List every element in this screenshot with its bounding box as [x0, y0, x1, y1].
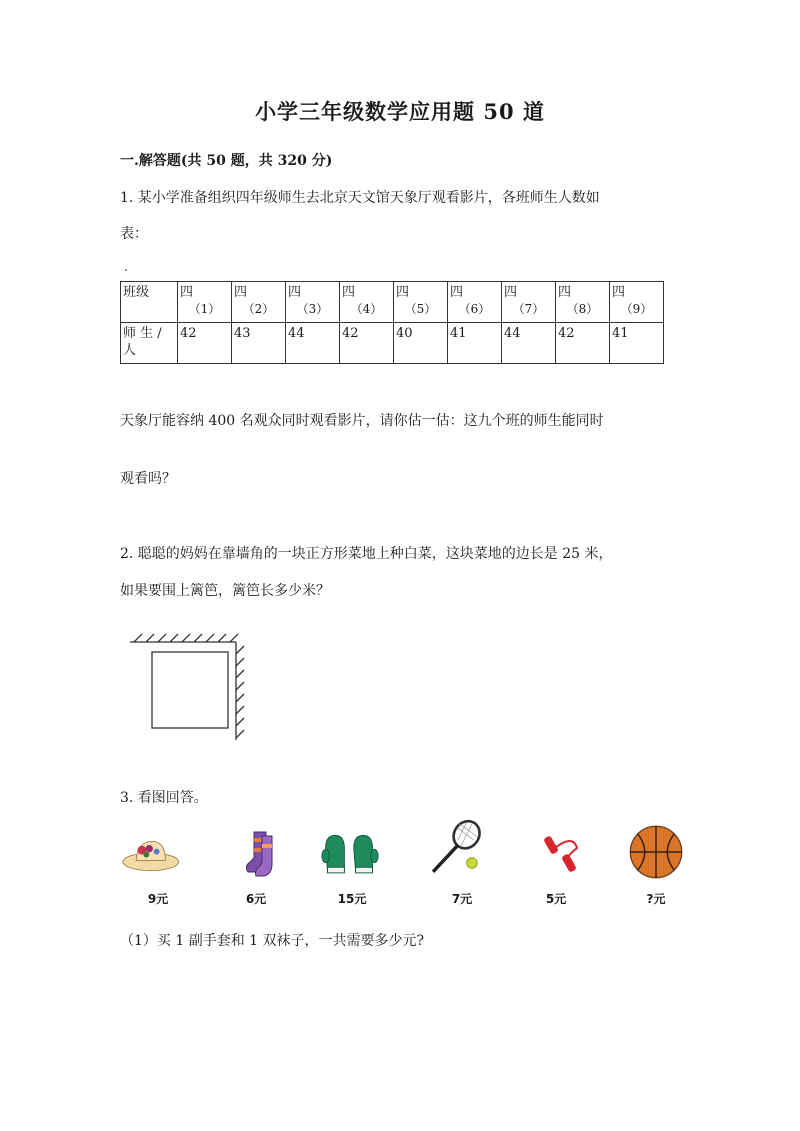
table-row: [121, 323, 664, 364]
q3-subquestion-1: （1）买 1 副手套和 1 双袜子，一共需要多少元?: [120, 933, 425, 949]
table-class-header: 四 （9）: [610, 282, 664, 323]
table-cell: 41: [448, 323, 502, 364]
q1-text-line4: 观看吗？: [120, 471, 176, 487]
page-title: 小学三年级数学应用题 50 道: [255, 99, 545, 124]
socks-icon: [232, 826, 292, 886]
table-class-header: 四 （7）: [502, 282, 556, 323]
price-label: 15元: [337, 892, 367, 906]
price-label: 9元: [147, 892, 169, 906]
q1-text-line1: 1. 某小学准备组织四年级师生去北京天文馆天象厅观看影片，各班师生人数如: [120, 190, 600, 206]
hat-icon: [120, 826, 180, 886]
section-heading: 一.解答题(共 50 题，共 320 分): [120, 153, 333, 169]
table-row-label-class: 班级: [121, 282, 178, 323]
table-class-header: 四 （1）: [178, 282, 232, 323]
price-label: 7元: [451, 892, 473, 906]
table-class-header: 四 （4）: [340, 282, 394, 323]
table-cell: 42: [340, 323, 394, 364]
price-label: ?元: [646, 892, 666, 906]
price-label: 5元: [545, 892, 567, 906]
table-class-header: 四 （3）: [286, 282, 340, 323]
basketball-icon: [626, 822, 686, 882]
table-row-label-people: 师 生 / 人: [121, 323, 178, 364]
table-cell: 43: [232, 323, 286, 364]
stray-dot: .: [124, 260, 128, 274]
table-cell: 42: [178, 323, 232, 364]
square-plot: [152, 652, 228, 728]
table-class-header: 四 （5）: [394, 282, 448, 323]
table-cell: 42: [556, 323, 610, 364]
table-cell: 44: [502, 323, 556, 364]
table-class-header: 四 （8）: [556, 282, 610, 323]
q2-text-line2: 如果要围上篱笆，篱笆长多少米？: [120, 583, 330, 599]
jump-rope-icon: [532, 826, 592, 886]
table-cell: 44: [286, 323, 340, 364]
table-header-row: [121, 282, 664, 323]
class-count-table: [120, 281, 664, 364]
q1-text-line3: 天象厅能容纳 400 名观众同时观看影片，请你估一估：这九个班的师生能同时: [120, 413, 604, 429]
garden-wall-diagram: [126, 630, 246, 742]
table-class-header: 四 （2）: [232, 282, 286, 323]
tennis-racket-icon: [426, 818, 486, 878]
wall-hatching-icon: [130, 634, 244, 740]
q2-text-line1: 2. 聪聪的妈妈在靠墙角的一块正方形菜地上种白菜，这块菜地的边长是 25 米，: [120, 546, 613, 562]
q1-text-line2: 表：: [120, 226, 148, 242]
table-class-header: 四 （6）: [448, 282, 502, 323]
table-cell: 40: [394, 323, 448, 364]
mittens-icon: [320, 826, 380, 886]
q3-text: 3. 看图回答。: [120, 790, 208, 806]
table-cell: 41: [610, 323, 664, 364]
price-label: 6元: [245, 892, 267, 906]
